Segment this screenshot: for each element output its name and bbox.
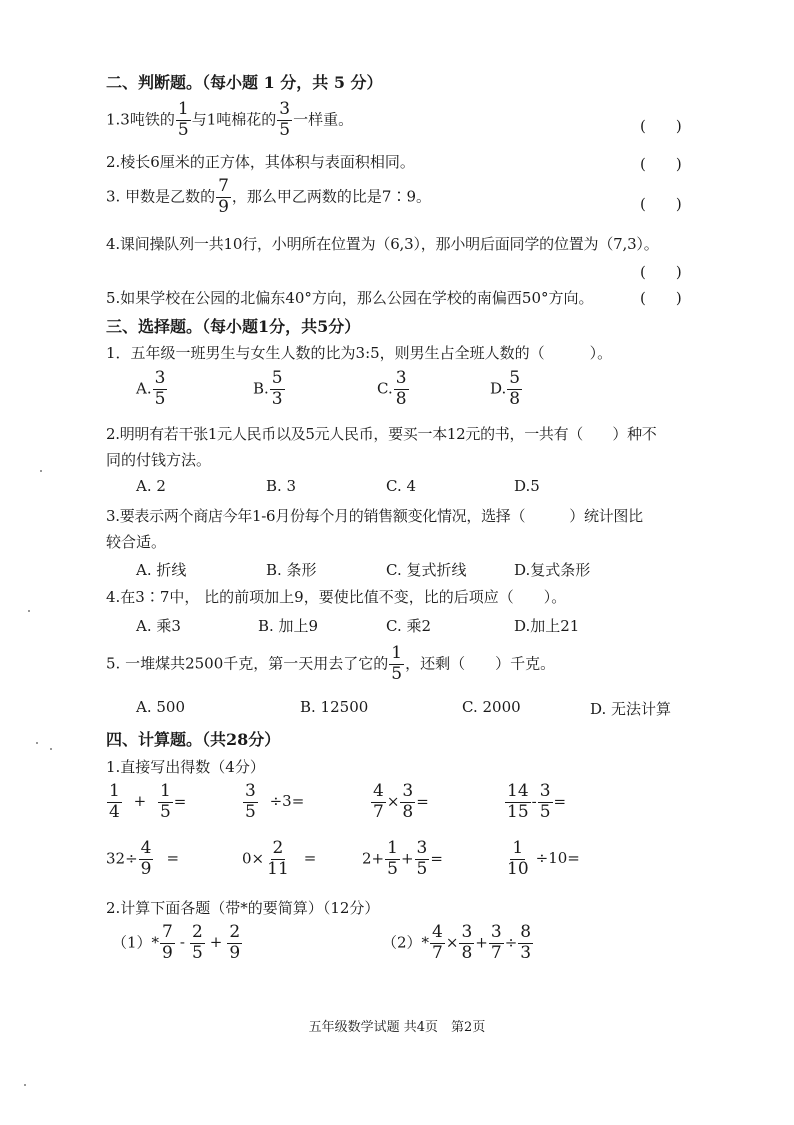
choice-5-option-c[interactable]: C. 2000 bbox=[462, 698, 521, 716]
calc-problem-1: （1）* $\frac{7}{9}$ - $\frac{2}{5}$ + $\frac{2}{9}$ bbox=[112, 922, 241, 963]
choice-5-option-a[interactable]: A. 500 bbox=[136, 698, 185, 716]
fraction: $\frac{7}{9}$ bbox=[218, 176, 229, 217]
choice-question-2-line1: 2.明明有若干张1元人民币以及5元人民币，要买一本12元的书，一共有（ ）种不 bbox=[106, 425, 657, 443]
choice-5-option-d[interactable]: D. 无法计算 bbox=[590, 700, 672, 718]
answer-paren-2[interactable]: ( ) bbox=[640, 155, 682, 173]
answer-paren-1[interactable]: ( ) bbox=[640, 117, 682, 135]
scan-speck bbox=[50, 748, 52, 750]
scan-speck bbox=[40, 470, 42, 472]
scan-speck bbox=[36, 742, 38, 744]
choice-5-option-b[interactable]: B. 12500 bbox=[300, 698, 369, 716]
judge-question-5: 5.如果学校在公园的北偏东40°方向，那么公园在学校的南偏西50°方向。 bbox=[106, 289, 594, 307]
choice-1-option-c[interactable]: C. $\frac{3}{8}$ bbox=[377, 368, 407, 409]
answer-paren-5[interactable]: ( ) bbox=[640, 289, 682, 307]
choice-1-option-b[interactable]: B. $\frac{5}{3}$ bbox=[253, 368, 283, 409]
choice-4-option-d[interactable]: D.加上21 bbox=[514, 617, 580, 635]
choice-2-option-c[interactable]: C. 4 bbox=[386, 477, 417, 495]
choice-2-option-b[interactable]: B. 3 bbox=[266, 477, 297, 495]
calc-problem-2: （2）* $\frac{4}{7}$ × $\frac{3}{8}$ + $\frac{3}{7}$ ÷ $\frac{8}{3}$ bbox=[382, 922, 532, 963]
calc-expr-1: $\frac{1}{4}$ + $\frac{1}{5}$ = bbox=[109, 781, 187, 822]
choice-3-option-d[interactable]: D.复式条形 bbox=[514, 561, 591, 579]
choice-3-option-b[interactable]: B. 条形 bbox=[266, 561, 317, 579]
choice-question-5: 5. 一堆煤共2500千克，第一天用去了它的 $\frac{1}{5}$ ，还剩（ ）千克。 bbox=[106, 643, 556, 684]
choice-question-3-line1: 3.要表示两个商店今年1-6月份每个月的销售额变化情况，选择（ ）统计图比 bbox=[106, 507, 643, 525]
fraction: $\frac{3}{5}$ bbox=[279, 99, 291, 140]
calc-sub2-title: 2.计算下面各题（带*的要简算）（12分） bbox=[106, 899, 380, 917]
fraction: $\frac{1}{5}$ bbox=[177, 99, 189, 140]
choice-1-option-a[interactable]: A. $\frac{3}{5}$ bbox=[136, 368, 166, 409]
calc-sub1-title: 1.直接写出得数（4分） bbox=[106, 758, 265, 776]
choice-4-option-c[interactable]: C. 乘2 bbox=[386, 617, 432, 635]
choice-question-1: 1．五年级一班男生与女生人数的比为3:5，则男生占全班人数的（ ）。 bbox=[106, 344, 613, 362]
calc-expr-7: 2+ $\frac{1}{5}$ + $\frac{3}{5}$ = bbox=[362, 838, 443, 879]
section-judge-title: 二、判断题。（每小题 1 分，共 5 分） bbox=[106, 73, 383, 92]
choice-3-option-a[interactable]: A. 折线 bbox=[136, 561, 187, 579]
scan-speck bbox=[24, 1084, 26, 1086]
choice-question-4: 4.在3∶7中， 比的前项加上9，要使比值不变，比的后项应（ ）。 bbox=[106, 588, 567, 606]
choice-1-option-d[interactable]: D. $\frac{5}{8}$ bbox=[490, 368, 521, 409]
choice-4-option-b[interactable]: B. 加上9 bbox=[258, 617, 319, 635]
choice-3-option-c[interactable]: C. 复式折线 bbox=[386, 561, 467, 579]
section-calc-title: 四、计算题。（共28分） bbox=[106, 730, 281, 749]
fraction: $\frac{1}{5}$ bbox=[391, 643, 403, 684]
judge-question-2: 2.棱长6厘米的正方体，其体积与表面积相同。 bbox=[106, 153, 415, 171]
judge-question-3: 3. 甲数是乙数的 $\frac{7}{9}$ ，那么甲乙两数的比是7∶9。 bbox=[106, 176, 432, 217]
page-footer: 五年级数学试题 共4页 第2页 bbox=[308, 1020, 486, 1035]
calc-expr-6: 0× $\frac{2}{11}$ = bbox=[242, 838, 317, 879]
section-choice-title: 三、选择题。（每小题1分，共5分） bbox=[106, 317, 361, 336]
judge-question-1: 1.3吨铁的 $\frac{1}{5}$ 与1吨棉花的 $\frac{3}{5}$ 一样重。 bbox=[106, 99, 354, 140]
calc-expr-4: $\frac{14}{15}$ - $\frac{3}{5}$ = bbox=[507, 781, 567, 822]
choice-4-option-a[interactable]: A. 乘3 bbox=[136, 617, 181, 635]
judge-question-4: 4.课间操队列一共10行，小明所在位置为（6,3），那小明后面同学的位置为（7,3）。 bbox=[106, 235, 659, 253]
choice-2-option-d[interactable]: D.5 bbox=[514, 477, 540, 495]
answer-paren-4[interactable]: ( ) bbox=[640, 263, 682, 281]
calc-expr-3: $\frac{4}{7}$ × $\frac{3}{8}$ = bbox=[373, 781, 429, 822]
calc-expr-2: $\frac{3}{5}$ ÷3= bbox=[245, 781, 305, 822]
choice-2-option-a[interactable]: A. 2 bbox=[136, 477, 166, 495]
calc-expr-8: $\frac{1}{10}$ ÷10= bbox=[507, 838, 580, 879]
scan-speck bbox=[28, 610, 30, 612]
choice-question-2-line2: 同的付钱方法。 bbox=[106, 451, 212, 469]
calc-expr-5: 32÷ $\frac{4}{9}$ = bbox=[106, 838, 180, 879]
answer-paren-3[interactable]: ( ) bbox=[640, 195, 682, 213]
choice-question-3-line2: 较合适。 bbox=[106, 533, 167, 551]
